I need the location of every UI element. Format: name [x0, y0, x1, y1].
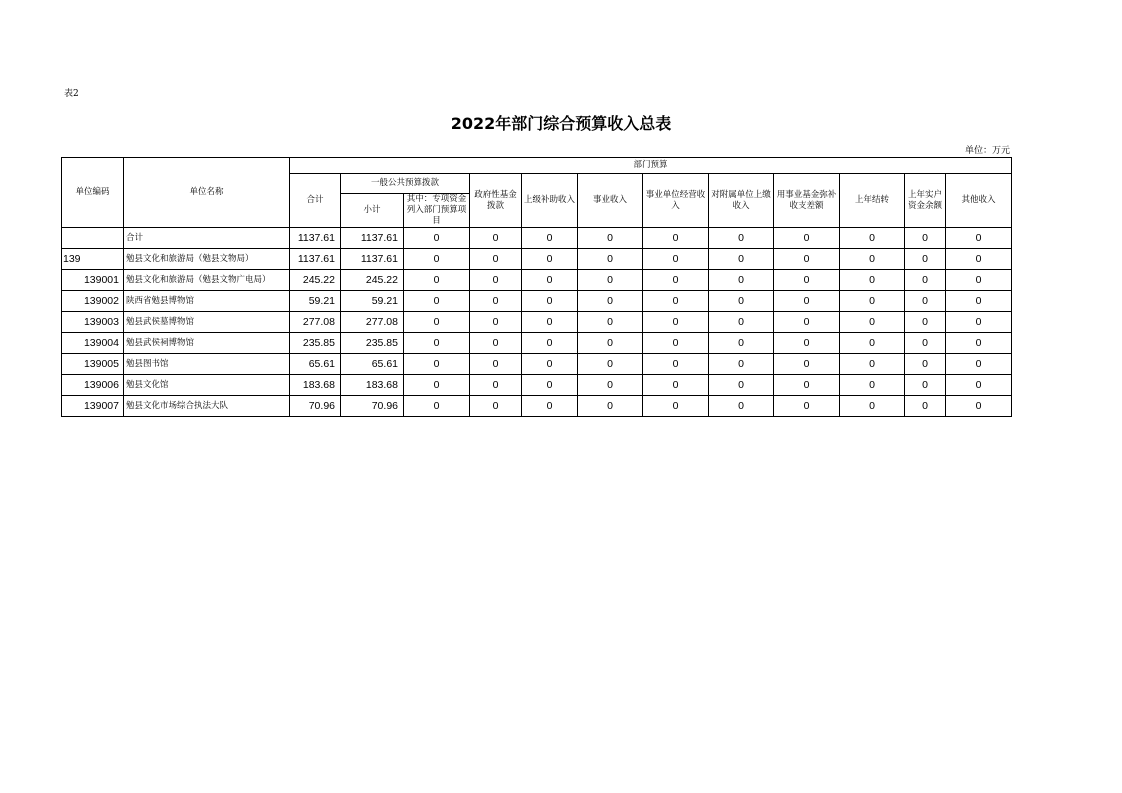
cell-unit-code: 139006	[62, 375, 124, 396]
header-gov-fund: 政府性基金拨款	[470, 174, 522, 228]
cell-total: 59.21	[290, 291, 341, 312]
header-fund-balance: 用事业基金弥补收支差额	[774, 174, 840, 228]
cell-prior-balance: 0	[905, 228, 946, 249]
cell-unit-code	[62, 228, 124, 249]
header-carryover: 上年结转	[840, 174, 905, 228]
cell-carryover: 0	[840, 228, 905, 249]
cell-prior-balance: 0	[905, 270, 946, 291]
header-special-included: 其中：专项资金列入部门预算项目	[404, 194, 470, 228]
cell-total: 235.85	[290, 333, 341, 354]
cell-subtotal: 59.21	[341, 291, 404, 312]
cell-unit-code: 139	[62, 249, 124, 270]
cell-total: 277.08	[290, 312, 341, 333]
cell-business: 0	[578, 333, 643, 354]
cell-affiliated: 0	[709, 333, 774, 354]
cell-fund-balance: 0	[774, 333, 840, 354]
cell-special: 0	[404, 291, 470, 312]
cell-other: 0	[946, 375, 1012, 396]
cell-fund-balance: 0	[774, 375, 840, 396]
cell-prior-balance: 0	[905, 375, 946, 396]
cell-special: 0	[404, 312, 470, 333]
cell-affiliated: 0	[709, 228, 774, 249]
header-business-operation: 事业单位经营收入	[643, 174, 709, 228]
cell-unit-name: 勉县文化市场综合执法大队	[124, 396, 290, 417]
cell-unit-code: 139004	[62, 333, 124, 354]
cell-special: 0	[404, 270, 470, 291]
cell-fund-balance: 0	[774, 270, 840, 291]
cell-unit-code: 139003	[62, 312, 124, 333]
cell-carryover: 0	[840, 396, 905, 417]
cell-unit-code: 139002	[62, 291, 124, 312]
cell-fund-balance: 0	[774, 354, 840, 375]
cell-business: 0	[578, 312, 643, 333]
header-subtotal: 小计	[341, 194, 404, 228]
unit-label: 单位：万元	[964, 146, 1010, 156]
table-row	[62, 249, 1012, 270]
cell-unit-name: 勉县文化和旅游局（勉县文物广电局）	[124, 270, 290, 291]
cell-business: 0	[578, 396, 643, 417]
table-row	[62, 375, 1012, 396]
cell-other: 0	[946, 249, 1012, 270]
cell-unit-code: 139001	[62, 270, 124, 291]
cell-special: 0	[404, 228, 470, 249]
cell-operation: 0	[643, 228, 709, 249]
cell-business: 0	[578, 249, 643, 270]
cell-unit-name: 勉县武侯祠博物馆	[124, 333, 290, 354]
header-prior-balance: 上年实户资金余额	[905, 174, 946, 228]
cell-superior: 0	[522, 375, 578, 396]
cell-unit-code: 139005	[62, 354, 124, 375]
cell-fund-balance: 0	[774, 396, 840, 417]
cell-superior: 0	[522, 312, 578, 333]
cell-gov-fund: 0	[470, 354, 522, 375]
header-unit-name: 单位名称	[124, 158, 290, 228]
cell-gov-fund: 0	[470, 291, 522, 312]
cell-carryover: 0	[840, 354, 905, 375]
cell-carryover: 0	[840, 291, 905, 312]
cell-carryover: 0	[840, 312, 905, 333]
cell-unit-name: 勉县文化和旅游局（勉县文物局）	[124, 249, 290, 270]
cell-unit-name: 陕西省勉县博物馆	[124, 291, 290, 312]
cell-subtotal: 70.96	[341, 396, 404, 417]
cell-business: 0	[578, 291, 643, 312]
cell-superior: 0	[522, 249, 578, 270]
cell-total: 65.61	[290, 354, 341, 375]
cell-subtotal: 245.22	[341, 270, 404, 291]
header-unit-code: 单位编码	[62, 158, 124, 228]
cell-superior: 0	[522, 396, 578, 417]
cell-gov-fund: 0	[470, 375, 522, 396]
table-header	[62, 158, 1012, 228]
cell-affiliated: 0	[709, 249, 774, 270]
cell-affiliated: 0	[709, 396, 774, 417]
cell-total: 70.96	[290, 396, 341, 417]
cell-other: 0	[946, 312, 1012, 333]
cell-operation: 0	[643, 291, 709, 312]
cell-superior: 0	[522, 354, 578, 375]
cell-total: 1137.61	[290, 228, 341, 249]
cell-prior-balance: 0	[905, 354, 946, 375]
cell-business: 0	[578, 228, 643, 249]
cell-gov-fund: 0	[470, 270, 522, 291]
cell-operation: 0	[643, 375, 709, 396]
cell-prior-balance: 0	[905, 396, 946, 417]
cell-carryover: 0	[840, 333, 905, 354]
cell-superior: 0	[522, 270, 578, 291]
cell-affiliated: 0	[709, 270, 774, 291]
cell-other: 0	[946, 291, 1012, 312]
cell-special: 0	[404, 354, 470, 375]
table-body	[62, 228, 1012, 417]
table-row	[62, 333, 1012, 354]
cell-subtotal: 1137.61	[341, 249, 404, 270]
header-affiliated-income: 对附属单位上缴收入	[709, 174, 774, 228]
cell-unit-name: 勉县武侯墓博物馆	[124, 312, 290, 333]
cell-affiliated: 0	[709, 354, 774, 375]
cell-operation: 0	[643, 396, 709, 417]
cell-business: 0	[578, 375, 643, 396]
header-business-income: 事业收入	[578, 174, 643, 228]
cell-business: 0	[578, 354, 643, 375]
cell-other: 0	[946, 228, 1012, 249]
cell-fund-balance: 0	[774, 312, 840, 333]
table-row	[62, 270, 1012, 291]
cell-unit-name: 勉县文化馆	[124, 375, 290, 396]
cell-affiliated: 0	[709, 312, 774, 333]
cell-special: 0	[404, 333, 470, 354]
cell-total: 1137.61	[290, 249, 341, 270]
table-row	[62, 312, 1012, 333]
cell-unit-name: 合计	[124, 228, 290, 249]
cell-special: 0	[404, 375, 470, 396]
cell-fund-balance: 0	[774, 228, 840, 249]
cell-prior-balance: 0	[905, 249, 946, 270]
cell-special: 0	[404, 396, 470, 417]
table-row	[62, 291, 1012, 312]
cell-subtotal: 183.68	[341, 375, 404, 396]
cell-prior-balance: 0	[905, 312, 946, 333]
header-total: 合计	[290, 174, 341, 228]
cell-other: 0	[946, 354, 1012, 375]
table-number-label: 表2	[64, 89, 79, 99]
cell-gov-fund: 0	[470, 312, 522, 333]
cell-unit-name: 勉县图书馆	[124, 354, 290, 375]
header-general-public-budget: 一般公共预算拨款	[341, 174, 470, 194]
cell-gov-fund: 0	[470, 249, 522, 270]
cell-operation: 0	[643, 333, 709, 354]
header-dept-budget: 部门预算	[290, 158, 1012, 174]
cell-subtotal: 235.85	[341, 333, 404, 354]
cell-affiliated: 0	[709, 375, 774, 396]
document-title: 2022年部门综合预算收入总表	[450, 114, 672, 133]
cell-prior-balance: 0	[905, 333, 946, 354]
cell-operation: 0	[643, 249, 709, 270]
cell-carryover: 0	[840, 270, 905, 291]
cell-subtotal: 1137.61	[341, 228, 404, 249]
cell-operation: 0	[643, 354, 709, 375]
header-other-income: 其他收入	[946, 174, 1012, 228]
cell-business: 0	[578, 270, 643, 291]
cell-affiliated: 0	[709, 291, 774, 312]
cell-subtotal: 277.08	[341, 312, 404, 333]
cell-total: 245.22	[290, 270, 341, 291]
cell-operation: 0	[643, 270, 709, 291]
header-superior-subsidy: 上级补助收入	[522, 174, 578, 228]
cell-gov-fund: 0	[470, 333, 522, 354]
table-row	[62, 396, 1012, 417]
cell-fund-balance: 0	[774, 291, 840, 312]
cell-superior: 0	[522, 291, 578, 312]
cell-subtotal: 65.61	[341, 354, 404, 375]
cell-fund-balance: 0	[774, 249, 840, 270]
table-row	[62, 228, 1012, 249]
cell-superior: 0	[522, 333, 578, 354]
cell-other: 0	[946, 333, 1012, 354]
cell-operation: 0	[643, 312, 709, 333]
cell-special: 0	[404, 249, 470, 270]
cell-other: 0	[946, 396, 1012, 417]
cell-carryover: 0	[840, 249, 905, 270]
cell-gov-fund: 0	[470, 396, 522, 417]
cell-total: 183.68	[290, 375, 341, 396]
cell-carryover: 0	[840, 375, 905, 396]
budget-income-table	[61, 157, 1012, 417]
cell-gov-fund: 0	[470, 228, 522, 249]
table-row	[62, 354, 1012, 375]
cell-other: 0	[946, 270, 1012, 291]
cell-superior: 0	[522, 228, 578, 249]
cell-unit-code: 139007	[62, 396, 124, 417]
cell-prior-balance: 0	[905, 291, 946, 312]
